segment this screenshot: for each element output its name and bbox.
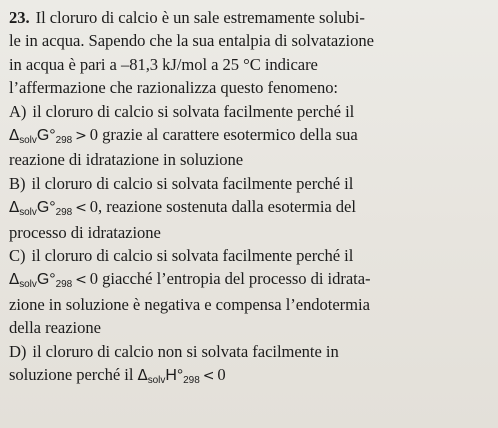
option-c-line-4 bbox=[9, 316, 490, 339]
option-a-line-1 bbox=[9, 100, 490, 123]
question-text-3: in acqua è pari a –81,3 kJ/mol a 25 °C indicare bbox=[9, 54, 318, 74]
option-d-line-1 bbox=[9, 340, 490, 363]
option-c-letter: C) bbox=[9, 246, 26, 266]
option-d-formula: $\Delta_{solv}H^\circ_{298} < 0$ bbox=[137, 365, 226, 387]
option-a-line-2 bbox=[9, 123, 490, 148]
option-a-formula: $\Delta_{solv}G^\circ_{298} > 0$ bbox=[9, 125, 99, 147]
question-line-2 bbox=[9, 29, 490, 52]
option-b-line-1 bbox=[9, 172, 490, 195]
option-a-text-1: il cloruro di calcio si solvata facilmente perché il bbox=[32, 101, 355, 121]
question-text-4: l’affermazione che razionalizza questo fenomeno: bbox=[9, 78, 338, 98]
question-line-4 bbox=[9, 76, 490, 99]
question-number: 23. bbox=[9, 8, 30, 27]
option-c-text-4: della reazione bbox=[9, 318, 101, 338]
option-a-text-3: reazione di idratazione in soluzione bbox=[9, 150, 244, 170]
option-c-line-2 bbox=[9, 267, 490, 292]
option-b-formula: $\Delta_{solv}G^\circ_{298} < 0$, bbox=[9, 197, 103, 219]
option-b-text-2: reazione sostenuta dalla esotermia del bbox=[106, 197, 356, 217]
option-a-text-2: grazie al carattere esotermico della sua bbox=[102, 125, 358, 145]
option-c-text-2: giacché l’entropia del processo di idrata- bbox=[102, 269, 371, 289]
option-d-text-2: soluzione perché il bbox=[9, 365, 134, 385]
option-b-text-3: processo di idratazione bbox=[9, 222, 161, 242]
option-c-line-3 bbox=[9, 293, 490, 316]
question-text-1: Il cloruro di calcio è un sale estremamente solubi- bbox=[35, 8, 365, 27]
option-b-line-2 bbox=[9, 195, 490, 220]
option-a-line-3 bbox=[9, 148, 490, 171]
option-d-line-2 bbox=[9, 363, 490, 388]
question-line-3 bbox=[9, 53, 490, 76]
option-b-text-1: il cloruro di calcio si solvata facilmente perché il bbox=[31, 173, 354, 193]
option-c-line-1 bbox=[9, 244, 490, 267]
option-c-text-3: zione in soluzione è negativa e compensa l’endotermia bbox=[9, 294, 370, 314]
option-a-letter: A) bbox=[9, 101, 27, 121]
option-c-text-1: il cloruro di calcio si solvata facilmente perché il bbox=[31, 246, 354, 266]
question-text-2: le in acqua. Sapendo che la sua entalpia di solvatazione bbox=[9, 31, 374, 51]
option-b-letter: B) bbox=[9, 173, 26, 193]
option-d-text-1: il cloruro di calcio non si solvata facilmente in bbox=[32, 341, 339, 361]
option-d-letter: D) bbox=[9, 341, 27, 361]
option-b-line-3 bbox=[9, 221, 490, 244]
question-line-1 bbox=[9, 6, 490, 29]
option-c-formula: $\Delta_{solv}G^\circ_{298} < 0$ bbox=[9, 269, 99, 291]
